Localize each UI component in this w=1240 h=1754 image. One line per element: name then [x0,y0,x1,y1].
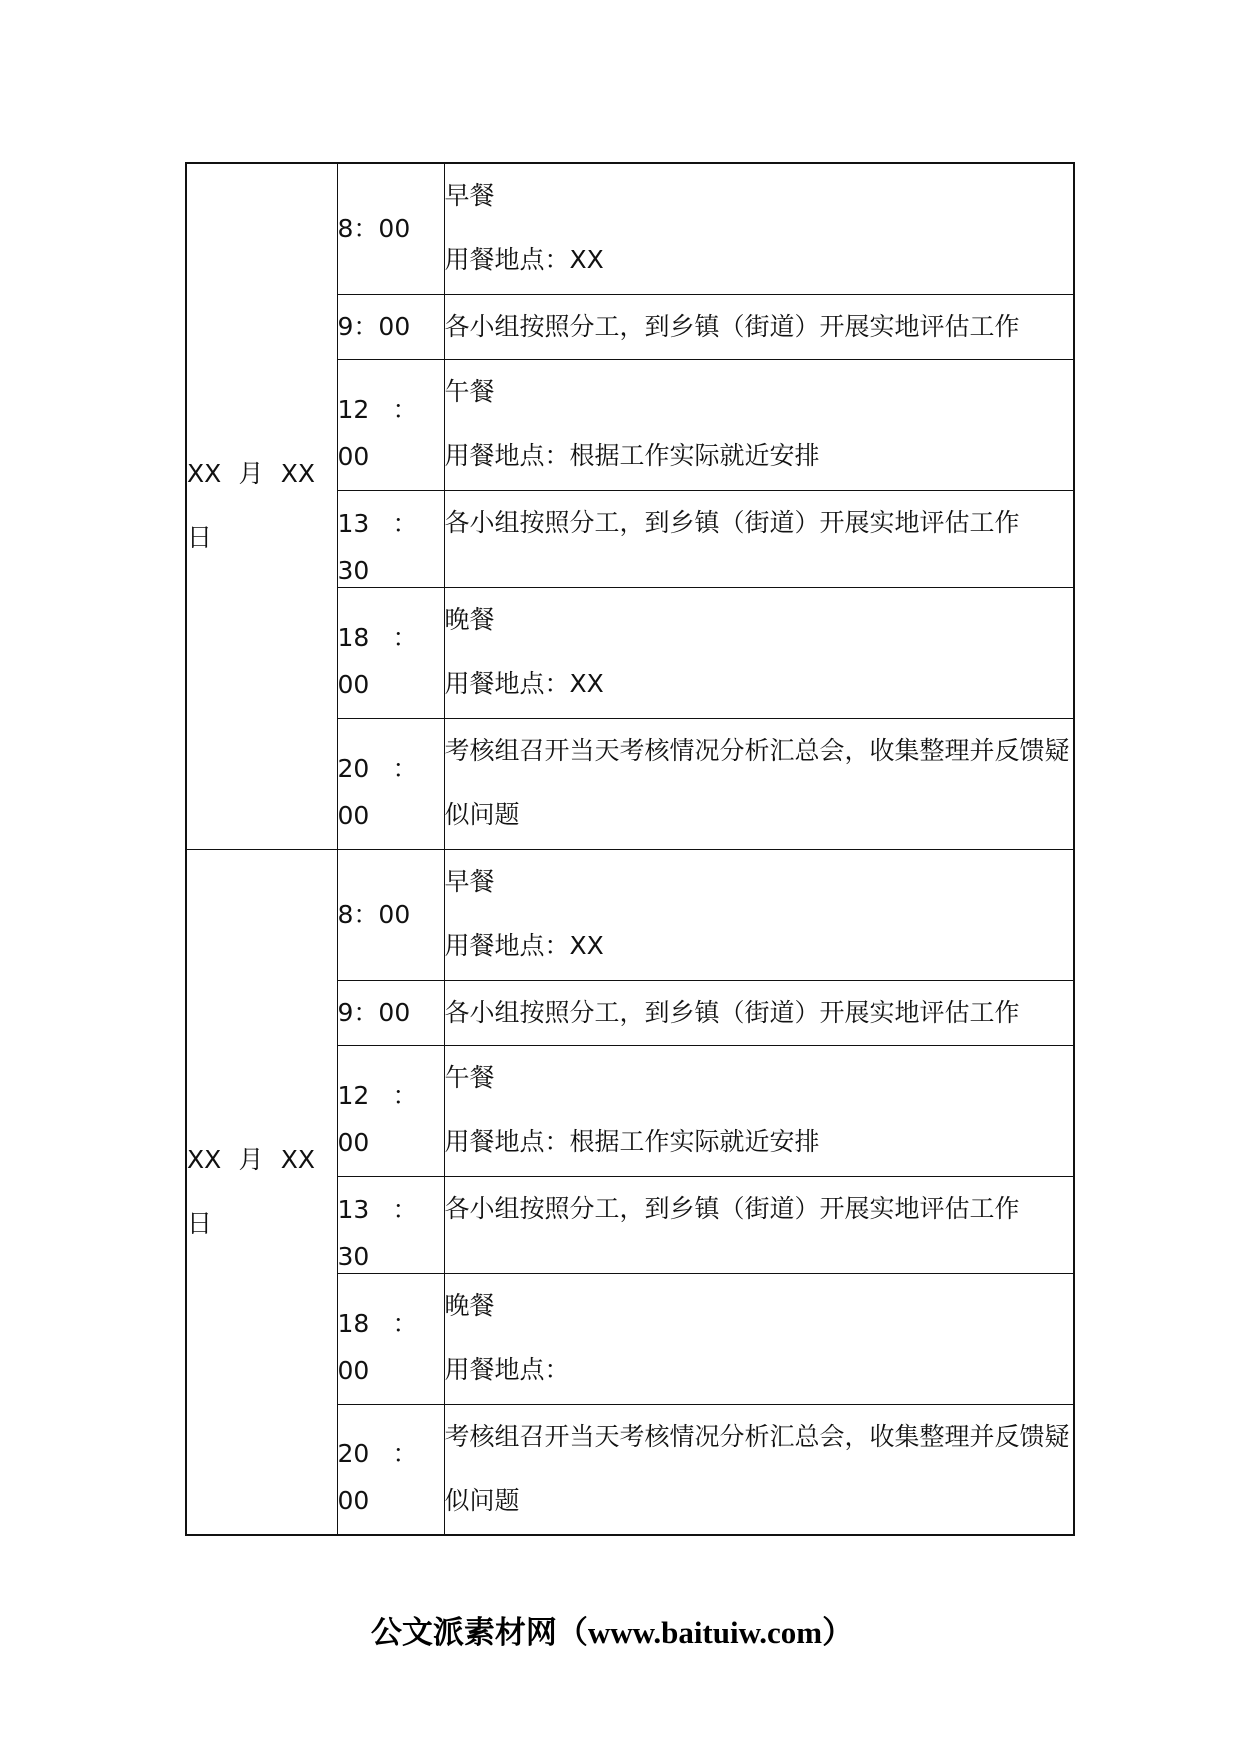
activity-title: 早餐 [444,866,495,896]
date-part: XX [280,1144,315,1174]
time-label [338,1430,444,1524]
time-hour-line [338,1186,418,1233]
time-label [338,989,444,1036]
time-cell [337,163,444,294]
time-hour: 18 [337,622,370,652]
activity-detail: 用餐地点：XX [444,668,604,698]
time-cell [337,490,444,587]
time-minute: 00 [337,441,370,471]
time-minute: 00 [378,900,411,929]
date-part: XX [187,459,222,489]
time-hour: 12 [337,394,370,424]
activity-detail: 用餐地点：根据工作实际就近安排 [444,440,820,470]
time-label [338,386,444,480]
date-label [187,1128,337,1256]
date-first-line [187,442,315,506]
date-part: 月 [238,459,264,489]
schedule-table [185,162,1075,1536]
time-minute: 30 [337,1241,370,1271]
activity-cell [444,1176,1074,1273]
time-hour: 13 [337,508,370,538]
time-hour-line [338,1072,418,1119]
activity-cell [444,359,1074,490]
time-colon: ： [392,753,418,783]
time-cell [337,980,444,1045]
footer-watermark: 公文派素材网（www.baituiw.com） [370,1615,854,1650]
time-colon: ： [392,1194,418,1224]
activity-title: 晚餐 [444,1290,495,1320]
activity-text: 各小组按照分工，到乡镇（街道）开展实地评估工作 [444,507,1020,537]
time-hour-line [338,1300,418,1347]
time-label [338,891,444,938]
time-label [338,1072,444,1166]
activity-detail: 用餐地点：XX [444,930,604,960]
time-cell [337,359,444,490]
schedule-row [186,849,1074,980]
time-colon: ： [392,622,418,652]
activity-text: 各小组按照分工，到乡镇（街道）开展实地评估工作 [444,311,1020,341]
schedule-row [186,163,1074,294]
time-label [338,1300,444,1394]
time-hour: 9 [337,312,354,341]
activity-cell [444,587,1074,718]
time-label [338,745,444,839]
time-minute: 00 [337,800,370,830]
time-hour-line [338,1430,418,1477]
time-hour: 12 [337,1080,370,1110]
time-label [338,1186,444,1280]
time-minute: 00 [378,998,411,1027]
time-hour: 9 [337,998,354,1027]
time-hour: 20 [337,753,370,783]
schedule-body [186,163,1074,1535]
time-minute: 30 [337,555,370,585]
time-label [338,303,444,350]
time-label [338,614,444,708]
activity-cell [444,1404,1074,1535]
time-minute: 00 [337,1355,370,1385]
time-hour-line [338,386,418,433]
date-last-line: 日 [187,1208,213,1238]
time-cell [337,1045,444,1176]
time-minute: 00 [378,214,411,244]
time-colon: ： [392,1439,418,1469]
time-colon: ： [353,998,379,1027]
activity-cell [444,163,1074,294]
time-hour: 13 [337,1194,370,1224]
activity-text: 考核组召开当天考核情况分析汇总会，收集整理并反馈疑似问题 [444,735,1070,829]
time-colon: ： [392,394,418,424]
time-hour-line [338,745,418,792]
activity-text: 各小组按照分工，到乡镇（街道）开展实地评估工作 [444,997,1020,1027]
time-hour: 8 [337,900,354,929]
activity-cell [444,718,1074,849]
date-label [187,442,337,570]
time-cell [337,1404,444,1535]
time-hour-line [338,614,418,661]
time-minute: 00 [337,669,370,699]
time-minute: 00 [337,1486,370,1516]
date-part: XX [280,459,315,489]
activity-title: 午餐 [444,376,495,406]
time-colon: ： [353,214,379,244]
time-hour: 8 [337,214,354,244]
activity-cell [444,1045,1074,1176]
time-label [338,500,444,594]
date-cell [186,849,337,1535]
activity-detail: 用餐地点：根据工作实际就近安排 [444,1126,820,1156]
activity-title: 早餐 [444,181,495,210]
time-colon: ： [392,508,418,538]
time-colon: ： [353,312,379,341]
date-part: XX [187,1144,222,1174]
time-colon: ： [353,900,379,929]
time-minute: 00 [378,312,411,341]
time-hour-line [338,500,418,547]
activity-detail: 用餐地点： [444,1354,570,1384]
date-last-line: 日 [187,523,213,553]
activity-cell [444,490,1074,587]
time-colon: ： [392,1080,418,1110]
time-cell [337,1176,444,1273]
activity-text: 考核组召开当天考核情况分析汇总会，收集整理并反馈疑似问题 [444,1421,1070,1515]
time-cell [337,849,444,980]
time-hour: 18 [337,1308,370,1338]
time-cell [337,1273,444,1404]
activity-cell [444,980,1074,1045]
time-hour: 20 [337,1439,370,1469]
time-minute: 00 [337,1127,370,1157]
activity-cell [444,849,1074,980]
activity-title: 晚餐 [444,604,495,634]
activity-title: 午餐 [444,1062,495,1092]
date-first-line [187,1128,315,1192]
date-cell [186,163,337,849]
time-cell [337,294,444,359]
activity-detail: 用餐地点：XX [444,245,604,274]
time-label [338,205,444,252]
time-cell [337,587,444,718]
date-part: 月 [238,1144,264,1174]
time-cell [337,718,444,849]
activity-cell [444,294,1074,359]
activity-cell [444,1273,1074,1404]
activity-text: 各小组按照分工，到乡镇（街道）开展实地评估工作 [444,1193,1020,1223]
time-colon: ： [392,1308,418,1338]
